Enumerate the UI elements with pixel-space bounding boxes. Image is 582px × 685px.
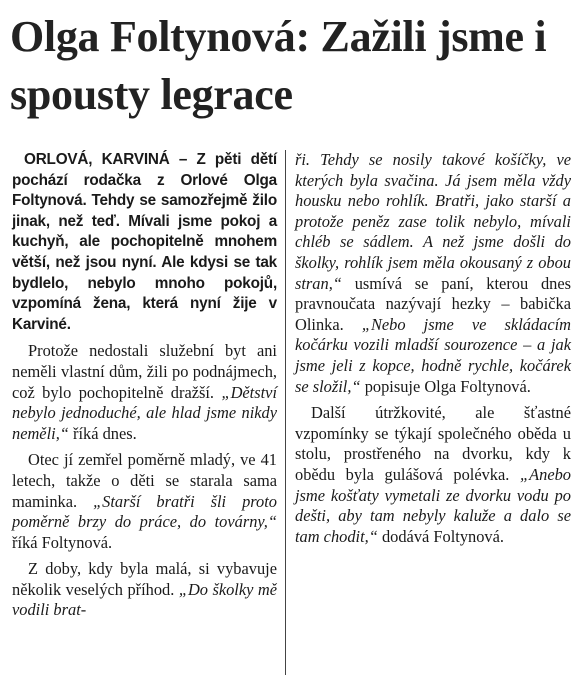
paragraph-3-start [12, 559, 277, 621]
lead-paragraph [12, 150, 277, 335]
paragraph-1 [12, 341, 277, 444]
paragraph-4 [295, 403, 571, 547]
column-right [295, 150, 571, 547]
paragraph-2-quote: „Starší bratři šli proto poměrně brzy do práce, do továrny,“ [12, 491, 277, 532]
paragraph-4-tail: dodává Foltynová. [377, 526, 504, 546]
paragraph-4-quote: „Anebo jsme košťaty vymetali ze dvorku vodu po dešti, aby tam nebyly kaluže a dalo se tam chodit,“ [295, 464, 571, 546]
paragraph-3-quote-start: „Do školky mě vodili brat- [12, 579, 277, 620]
paragraph-1-quote: „Dětství nebylo jednoduché, ale hlad jsme nikdy neměli,“ [12, 382, 277, 443]
column-divider [285, 150, 286, 675]
paragraph-2-text: Otec jí zemřel poměrně mladý, ve 41 letech, takže o děti se starala sama maminka. [12, 450, 277, 511]
paragraph-3-text2: usmívá se paní, kterou dnes pravnoučata nazývají hezky – babička Olinka. [295, 273, 571, 334]
paragraph-2 [12, 450, 277, 553]
paragraph-2-tail: říká Foltynová. [12, 532, 113, 552]
column-left [12, 150, 277, 621]
paragraph-3-continued [295, 150, 571, 397]
lead-text: – Z pěti dětí pochází rodačka z Orlové Olga Foltynová. Tehdy se samozřejmě žilo jinak, než teď. Mívali jsme pokoj a kuchyň, ale pochopitelně mnohem větší, než jsou nyní. Ale kdysi se tak bydlelo, nebylo mnoho pokojů, vzpomíná žena, která nyní žije v Karviné. [12, 151, 277, 333]
paragraph-3-quote2: „Nebo jsme ve skládacím kočárku vozili mladší sourozence – a jak jsme jeli z kopce, hodně rychle, kočárek se složil,“ [295, 314, 571, 396]
paragraph-1-tail: říká dnes. [68, 423, 137, 443]
paragraph-4-text: Další útržkovité, ale šťastné vzpomínky se týkají společného oběda u stolu, prostřeného na dvorku, kdy k obědu byla gulášová polévka. [295, 403, 571, 484]
article-headline: Olga Foltynová: Zažili jsme i spousty legrace [10, 12, 547, 119]
paragraph-3-quote-end: ři. Tehdy se nosily takové košíčky, ve kterých byla svačina. Já jsem měla vždy housku nebo rohlík. Bratři, jako starší a protože peněz zase tolik nebylo, mívali chléb se sádlem. A než jsme došli do školky, rohlík jsem měla okousaný z obou stran,“ [295, 150, 571, 293]
paragraph-3-tail: popisuje Olga Foltynová. [360, 376, 531, 396]
paragraph-1-text: Protože nedostali služební byt ani neměli vlastní dům, žili po podnájmech, což bylo pochopitelně dražší. [12, 341, 277, 402]
dateline: ORLOVÁ, KARVINÁ [24, 151, 170, 168]
paragraph-3-text: Z doby, kdy byla malá, si vybavuje několik veselých příhod. [12, 559, 277, 599]
